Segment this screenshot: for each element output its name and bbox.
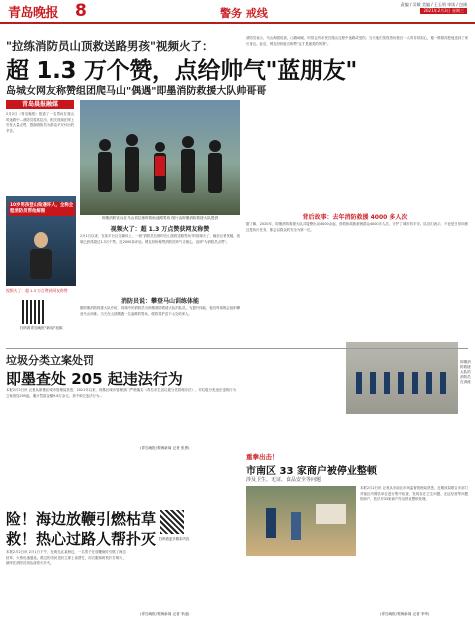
main-headline: 超 1.3 万个赞，点给帅气"蓝朋友" [6, 58, 358, 84]
promo-image[interactable] [6, 196, 76, 286]
bottom-left-text: 本报2月2日讯 记者从即墨区城市管理局获悉，2021年以来，即墨区城市管理部门严格落实《青岛市生活垃圾分类管理办法》，对垃圾分类违法违规行为立案查处205起，累计罚款金额9.8万余元，其中单位违法行为... [6, 388, 236, 398]
promo-title: 10岁男孩登山险遇坏人，全称全程消防员帮他解围 [10, 203, 74, 214]
qr-code-icon[interactable] [22, 300, 46, 324]
training-photo-caption: 即墨消防救援大队的消防员在训练 [460, 360, 471, 384]
bottom-mid-text: 本报2月2日讯 2月1日下午，在黄岛区某海边，一名男子在放鞭炮时引燃了海边枯草，火势迅速蔓延。路过的市民见状立即上前帮忙，用衣服和树枝扑打明火，最终在消防员到达前将火扑灭。 [6, 550, 126, 566]
section-name: 警务 戒线 [220, 7, 268, 20]
bottom-right-subhead: 涉及卫生、无证、食品安全等问题 [246, 477, 322, 483]
editor-info [401, 2, 467, 14]
bottom-right-headline: 市南区 33 家商户被停业整顿 [246, 466, 377, 477]
right-column-text: 消防员表示，马山海拔较高，山路崎岖，时常会有市民在爬山过程中迷路或受伤。当天他们发现男孩独自一人时非常担心，便一路陪同把他送到了家长身边。此后，网友纷纷留言称赞"这才是最美的风景"。 [246, 36, 468, 46]
section-divider [6, 348, 468, 349]
bottom-mid-source: (青岛晚报/观海新闻 记者 李凌) [140, 612, 190, 616]
bottom-right-text: 本报2月2日讯 记者从市南区市场监督管理局获悉，近期该局联合多部门对辖区内餐饮单位进行集中检查，发现存在卫生问题、无证经营等问题的商户，依法对33家商户作出停业整顿处理。 [360, 486, 468, 502]
bottom-mid-qr-caption: 扫码看更多精彩内容 [158, 537, 190, 541]
training-firefighters-icon [346, 342, 458, 414]
page-number: 8 [75, 1, 87, 21]
body-paragraph-1: 2月1日以来，在某平台社交媒体上，一段"消防员拉练时在山顶救送路男孩"的视频火了，截至记者发稿，视频已获得超过1.3万个赞，近2000条评论。网友纷纷称赞消防员帅气又暖心，直呼"为消防员点赞"。 [80, 234, 240, 244]
side-text: 2月2日《青岛晚报》报道了一名男孩在爬山时迷路中...消防员将其拉出，相关视频在网上引发大量点赞，感谢消防员为群众平安付出的辛苦。 [6, 112, 74, 133]
firefighters-group-icon [80, 100, 240, 215]
side-banner: 青岛晨报融媒 [6, 100, 74, 109]
bottom-mid-headline-bottom: 救！热心过路人帮扑灭 [6, 530, 157, 548]
bottom-left-headline: 即墨查处 205 起违法行为 [6, 370, 183, 388]
figure-silhouette-icon [20, 228, 62, 280]
bottom-right-source: (青岛晚报/观海新闻 记者 李华) [380, 612, 430, 616]
lower-subtitle: 消防员说：攀登马山训练体能 [120, 298, 199, 305]
bottom-right-photo [246, 486, 356, 556]
training-photo [346, 342, 458, 414]
right-column-text-2: 据了解，2020年，即墨消防救援大队共接警出动4000余起，营救和疏散被困群众4000多人次，守护了城市的平安。队员们表示，不论是日常训练还是执行任务，都会以群众的安全为第一位。 [246, 222, 468, 232]
inspection-scene-icon [246, 486, 356, 556]
qr-left-caption: 扫码看青岛晚报"新闻"视频 [19, 326, 63, 330]
headline-kicker: "拉练消防员山顶救送路男孩"视频火了： [6, 39, 214, 53]
editor-credits: 责编 / 吴敏 美编 / 王玉明 审读 / 包刚 [400, 2, 467, 7]
bottom-left-kicker: 垃圾分类立案处罚 [6, 354, 94, 367]
issue-date: 2021年2月3日 星期三 [420, 8, 467, 14]
background-story-heading: 背后故事：去年消防救援 4000 多人次 [302, 214, 408, 221]
bottom-left-source: (青岛晚报/观海新闻 记者 张勇) [140, 446, 190, 450]
page-header [0, 0, 475, 24]
lower-paragraph: 据即墨消防救援大队介绍，视频中的消防员为即墨消防救援大队的队员。为提升体能，他们每周都会组织攀登马山训练。当天在山顶偶遇一名迷路的男孩，便将其护送下山交给家人。 [80, 306, 240, 316]
bottom-right-kicker: 重拳出击！ [246, 453, 279, 461]
main-photo [80, 100, 240, 215]
bottom-mid-headline-top: 险！海边放鞭引燃枯草 [6, 510, 157, 528]
newspaper-logo: 青岛晚报 [8, 6, 59, 21]
qr-code-icon[interactable] [160, 510, 184, 534]
video-subtitle: 视频火了：超 1.3 万点赞获网友称赞 [110, 226, 210, 233]
photo-caption: 即墨消防官兵在马山顶拉练时救助迷路男孩 图片由即墨消防救援大队提供 [101, 216, 219, 220]
promo-caption: 视频火了：超 1.3 万点赞获网友称赞 [6, 288, 68, 293]
main-subhead: 岛城女网友称赞组团爬马山"偶遇"即墨消防救援大队帅哥哥 [6, 86, 267, 97]
